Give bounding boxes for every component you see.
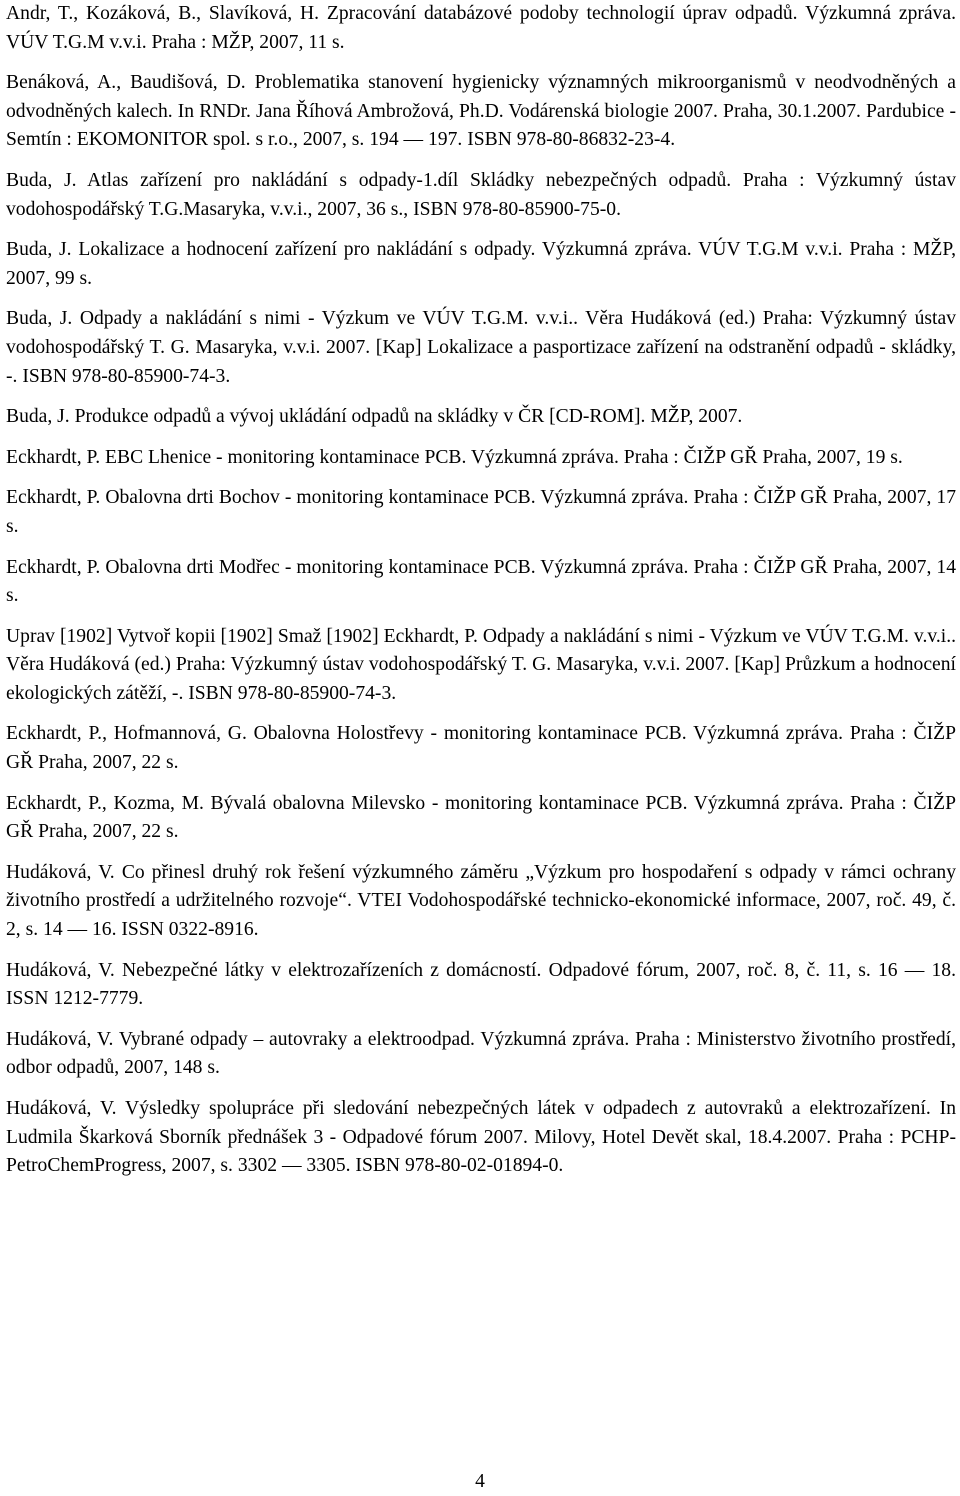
reference-entry: Buda, J. Odpady a nakládání s nimi - Výzkum ve VÚV T.G.M. v.v.i.. Věra Hudáková (ed.) Praha: Výzkumný ústav vodohospodářský T. G. Masaryka, v.v.i. 2007. [Kap] Lokalizace a pasportizace zařízení na odstranění odpadů - skládky, -. ISBN 978-80-85900-74-3. [6, 308, 956, 387]
reference-entry: Eckhardt, P. Obalovna drti Bochov - monitoring kontaminace PCB. Výzkumná zpráva. Praha : ČIŽP GŘ Praha, 2007, 17 s. [6, 487, 956, 537]
reference-entry: Eckhardt, P. EBC Lhenice - monitoring kontaminace PCB. Výzkumná zpráva. Praha : ČIŽP GŘ Praha, 2007, 19 s. [6, 446, 903, 468]
reference-entry: Andr, T., Kozáková, B., Slavíková, H. Zpracování databázové podoby technologií úprav odpadů. Výzkumná zpráva. VÚV T.G.M v.v.i. Praha : MŽP, 2007, 11 s. [6, 3, 956, 53]
page-number: 4 [475, 1471, 485, 1492]
reference-entry: Buda, J. Lokalizace a hodnocení zařízení pro nakládání s odpady. Výzkumná zpráva. VÚV T.G.M v.v.i. Praha : MŽP, 2007, 99 s. [6, 239, 956, 289]
reference-entry: Hudáková, V. Výsledky spolupráce při sledování nebezpečných látek v odpadech z autovraků a elektrozařízení. In Ludmila Škarková Sborník přednášek 3 - Odpadové fórum 2007. Milovy, Hotel Devět skal, 18.4.2007. Praha : PCHP-PetroChemProgress, 2007, s. 3302 — 3305. ISBN 978-80-02-01894-0. [6, 1098, 956, 1177]
reference-entry: Buda, J. Produkce odpadů a vývoj ukládání odpadů na skládky v ČR [CD-ROM]. MŽP, 2007. [6, 406, 743, 428]
reference-entry: Hudáková, V. Co přinesl druhý rok řešení výzkumného záměru „Výzkum pro hospodaření s odpady v rámci ochrany životního prostředí a udržitelného rozvoje“. VTEI Vodohospodářské technicko-ekonomické informace, 2007, roč. 49, č. 2, s. 14 — 16. ISSN 0322-8916. [6, 861, 956, 941]
reference-entry: Buda, J. Atlas zařízení pro nakládání s odpady-1.díl Skládky nebezpečných odpadů. Praha : Výzkumný ústav vodohospodářský T.G.Masaryka, v.v.i., 2007, 36 s., ISBN 978-80-85900-75-0. [6, 169, 956, 220]
reference-entry: Hudáková, V. Nebezpečné látky v elektrozařízeních z domácností. Odpadové fórum, 2007, roč. 8, č. 11, s. 16 — 18. ISSN 1212-7779. [6, 959, 956, 1010]
reference-entry: Eckhardt, P., Kozma, M. Bývalá obalovna Milevsko - monitoring kontaminace PCB. Výzkumná zpráva. Praha : ČIŽP GŘ Praha, 2007, 22 s. [6, 792, 956, 843]
reference-entry: Hudáková, V. Vybrané odpady – autovraky a elektroodpad. Výzkumná zpráva. Praha : Ministerstvo životního prostředí, odbor odpadů, 2007, 148 s. [6, 1028, 956, 1079]
reference-list [6, 0, 956, 1181]
reference-entry: Uprav [1902] Vytvoř kopii [1902] Smaž [1902] Eckhardt, P. Odpady a nakládání s nimi - Výzkum ve VÚV T.G.M. v.v.i.. Věra Hudáková (ed.) Praha: Výzkumný ústav vodohospodářský T. G. Masaryka, v.v.i. 2007. [Kap] Průzkum a hodnocení ekologických zátěží, -. ISBN 978-80-85900-74-3. [6, 625, 956, 704]
reference-entry: Benáková, A., Baudišová, D. Problematika stanovení hygienicky významných mikroorganismů v neodvodněných a odvodněných kalech. In RNDr. Jana Říhová Ambrožová, Ph.D. Vodárenská biologie 2007. Praha, 30.1.2007. Pardubice - Semtín : EKOMONITOR spol. s r.o., 2007, s. 194 — 197. ISBN 978-80-86832-23-4. [6, 72, 956, 151]
reference-entry: Eckhardt, P. Obalovna drti Modřec - monitoring kontaminace PCB. Výzkumná zpráva. Praha : ČIŽP GŘ Praha, 2007, 14 s. [6, 556, 956, 607]
reference-entry: Eckhardt, P., Hofmannová, G. Obalovna Holostřevy - monitoring kontaminace PCB. Výzkumná zpráva. Praha : ČIŽP GŘ Praha, 2007, 22 s. [6, 723, 956, 774]
document-page [6, 0, 956, 1193]
